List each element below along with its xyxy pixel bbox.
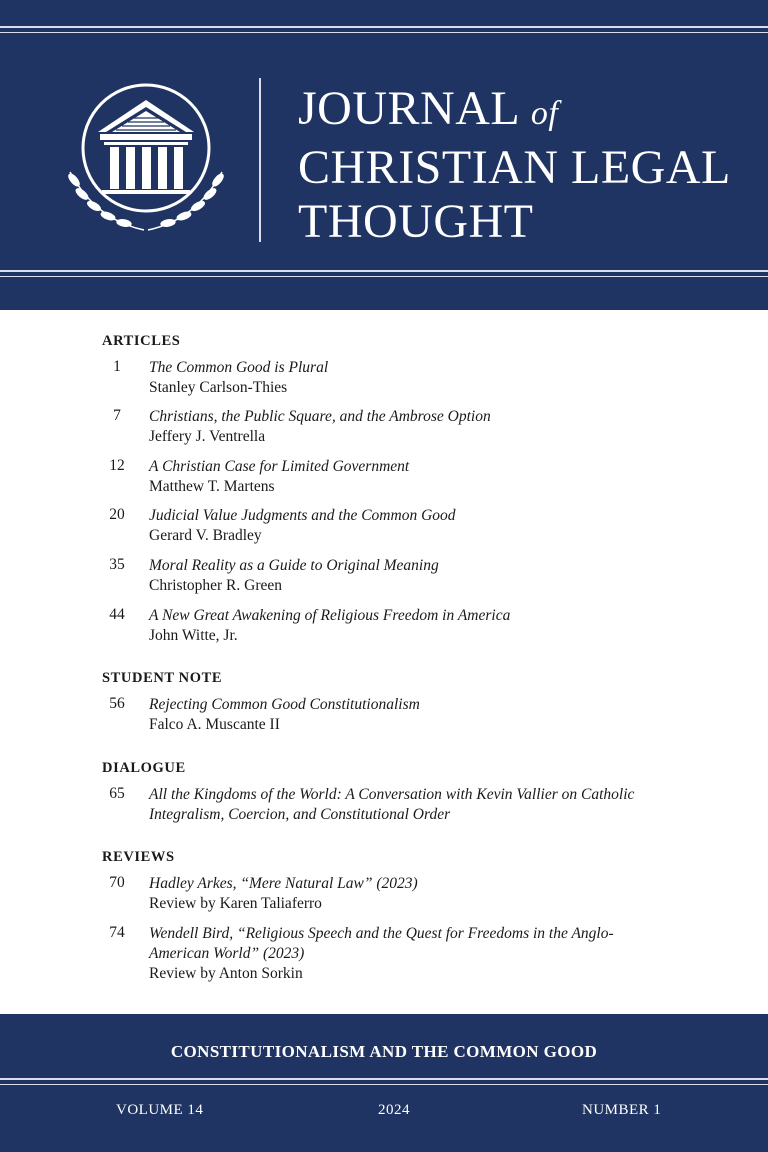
volume-label: VOLUME 14 <box>116 1102 204 1118</box>
bottom-rule-thin <box>0 276 768 277</box>
page-number: 12 <box>109 457 125 474</box>
article-title: Rejecting Common Good Constitutionalism <box>149 696 420 713</box>
page-number: 65 <box>109 785 125 802</box>
article-title: Judicial Value Judgments and the Common Good <box>149 507 456 524</box>
author: Christopher R. Green <box>149 577 283 594</box>
author: Stanley Carlson-Thies <box>149 379 288 396</box>
top-rule <box>0 26 768 28</box>
author: Jeffery J. Ventrella <box>149 428 266 445</box>
author: John Witte, Jr. <box>149 627 238 644</box>
journal-title <box>298 82 731 249</box>
section-heading-articles: ARTICLES <box>102 333 181 349</box>
title-line-3: THOUGHT <box>298 195 534 248</box>
section-heading-student-note: STUDENT NOTE <box>102 670 223 686</box>
section-heading-dialogue: DIALOGUE <box>102 760 186 776</box>
masthead-divider <box>259 78 261 242</box>
footer-rule <box>0 1078 768 1080</box>
issue-number: NUMBER 1 <box>582 1102 662 1118</box>
article-title: The Common Good is Plural <box>149 359 329 376</box>
title-line-1: JOURNAL <box>298 82 519 135</box>
author: Gerard V. Bradley <box>149 527 262 544</box>
author: Falco A. Muscante II <box>149 716 280 733</box>
author: Matthew T. Martens <box>149 478 275 495</box>
footer-rule-thin <box>0 1084 768 1085</box>
issue-year: 2024 <box>378 1102 410 1118</box>
page-number: 44 <box>109 606 125 623</box>
masthead <box>0 0 768 310</box>
title-of: of <box>530 95 559 132</box>
article-title: Hadley Arkes, “Mere Natural Law” (2023) <box>149 875 418 892</box>
title-line-2: CHRISTIAN LEGAL <box>298 141 731 194</box>
article-title: A New Great Awakening of Religious Freedom in America <box>149 607 511 624</box>
page-number: 7 <box>113 407 121 424</box>
page-number: 20 <box>109 506 125 523</box>
article-title: Wendell Bird, “Religious Speech and the Quest for Freedoms in the Anglo-American World” (2023) <box>149 925 614 962</box>
reviewer: Review by Karen Taliaferro <box>149 895 322 912</box>
bottom-rule <box>0 270 768 272</box>
article-title: All the Kingdoms of the World: A Conversation with Kevin Vallier on Catholic Integralism, Coercion, and Constitutional Order <box>149 786 635 823</box>
issue-theme: CONSTITUTIONALISM AND THE COMMON GOOD <box>170 1042 598 1061</box>
cover-footer <box>0 1014 768 1152</box>
article-title: Christians, the Public Square, and the Ambrose Option <box>149 408 491 425</box>
top-rule-thin <box>0 32 768 33</box>
page-number: 74 <box>109 924 125 941</box>
courthouse-laurel-logo-icon <box>56 80 236 240</box>
page-number: 70 <box>109 874 125 891</box>
article-title: Moral Reality as a Guide to Original Meaning <box>149 557 439 574</box>
page-number: 1 <box>113 358 121 375</box>
section-heading-reviews: REVIEWS <box>102 849 175 865</box>
article-title: A Christian Case for Limited Government <box>149 458 410 475</box>
page-number: 35 <box>109 556 125 573</box>
page-number: 56 <box>109 695 125 712</box>
reviewer: Review by Anton Sorkin <box>149 965 303 982</box>
